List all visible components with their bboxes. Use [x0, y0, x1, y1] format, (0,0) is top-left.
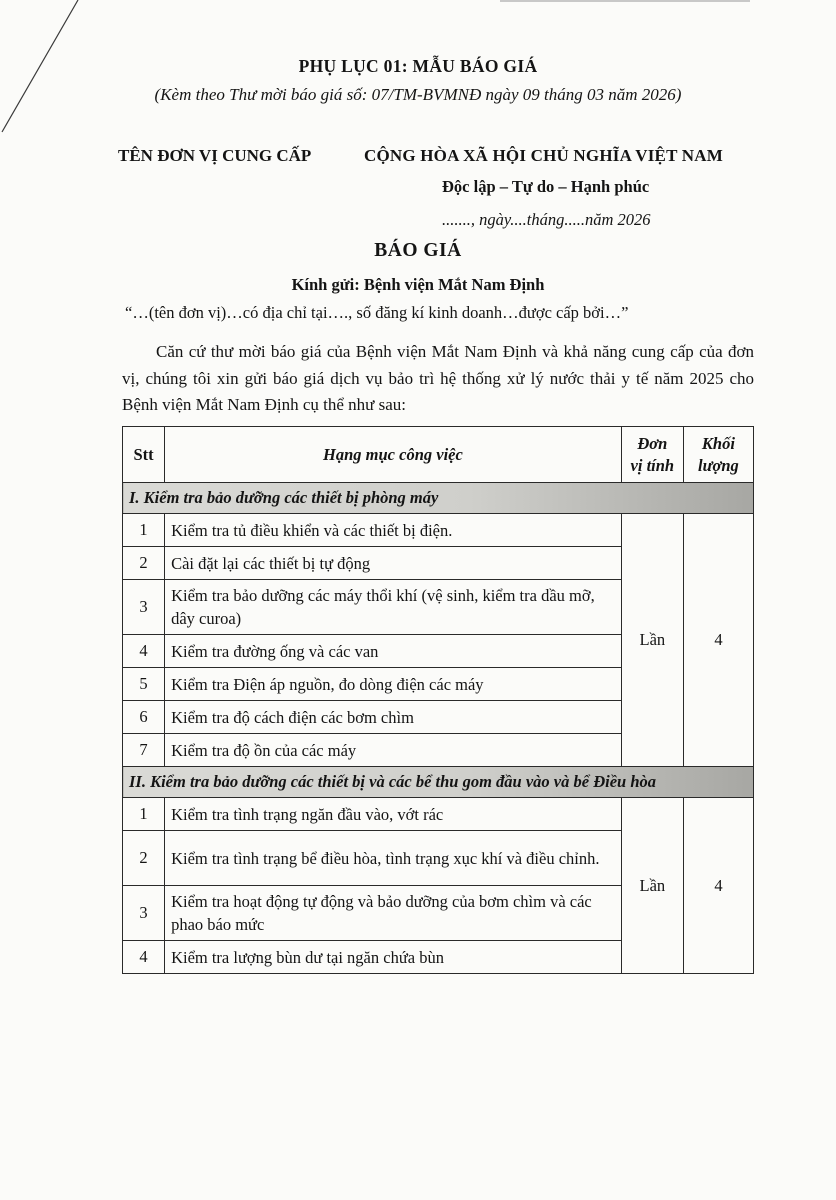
row-task: Kiểm tra độ cách điện các bơm chìm	[165, 701, 622, 734]
section-unit: Lần	[621, 798, 683, 974]
appendix-title: PHỤ LỤC 01: MẪU BÁO GIÁ	[298, 56, 538, 76]
row-task: Kiểm tra bảo dưỡng các máy thổi khí (vệ sinh, kiểm tra dầu mỡ, dây curoa)	[165, 580, 622, 635]
header-unit-line2: vị tính	[630, 455, 675, 475]
section-title: I. Kiểm tra bảo dưỡng các thiết bị phòng máy	[123, 483, 754, 514]
quote-table	[122, 426, 754, 974]
section-title: II. Kiểm tra bảo dưỡng các thiết bị và các bể thu gom đầu vào và bể Điều hòa	[123, 767, 754, 798]
row-task: Cài đặt lại các thiết bị tự động	[165, 547, 622, 580]
row-task: Kiểm tra Điện áp nguồn, đo dòng điện các máy	[165, 668, 622, 701]
intro-quote: “…(tên đơn vị)…có địa chỉ tại…., số đăng kí kinh doanh…được cấp bởi…”	[125, 303, 629, 322]
date-line: ......., ngày....tháng.....năm 2026	[442, 210, 651, 229]
row-task: Kiểm tra độ ồn của các máy	[165, 734, 622, 767]
section-unit: Lần	[621, 514, 683, 767]
table-row	[123, 798, 754, 831]
row-task: Kiểm tra tủ điều khiển và các thiết bị điện.	[165, 514, 622, 547]
row-task: Kiểm tra tình trạng bể điều hòa, tình trạng xục khí và điều chỉnh.	[165, 831, 622, 886]
row-task: Kiểm tra hoạt động tự động và bảo dưỡng của bơm chìm và các phao báo mức	[165, 886, 622, 941]
row-task: Kiểm tra lượng bùn dư tại ngăn chứa bùn	[165, 941, 622, 974]
table-row	[123, 514, 754, 547]
supplier-name-label: TÊN ĐƠN VỊ CUNG CẤP	[118, 146, 312, 165]
body-paragraph: Căn cứ thư mời báo giá của Bệnh viện Mắt Nam Định và khả năng cung cấp của đơn vị, chúng tôi xin gửi báo giá dịch vụ bảo trì hệ thống xử lý nước thải y tế năm 2025 cho Bệnh viện Mắt Nam Định cụ thể như sau:	[122, 342, 754, 414]
row-number: 1	[123, 798, 165, 831]
row-number: 3	[123, 580, 165, 635]
row-task: Kiểm tra đường ống và các van	[165, 635, 622, 668]
section-header-row	[123, 483, 754, 514]
row-number: 4	[123, 941, 165, 974]
header-task: Hạng mục công việc	[165, 427, 622, 483]
scan-top-edge	[500, 0, 750, 2]
document-title: BÁO GIÁ	[374, 240, 462, 261]
section-header-row	[123, 767, 754, 798]
row-number: 2	[123, 831, 165, 886]
appendix-subtitle: (Kèm theo Thư mời báo giá số: 07/TM-BVMNĐ ngày 09 tháng 03 năm 2026)	[154, 85, 682, 104]
recipient-line: Kính gửi: Bệnh viện Mắt Nam Định	[291, 275, 545, 294]
section-quantity: 4	[683, 514, 753, 767]
table-header-row	[123, 427, 754, 483]
row-number: 7	[123, 734, 165, 767]
nation-header: CỘNG HÒA XÃ HỘI CHỦ NGHĨA VIỆT NAM	[364, 146, 723, 165]
header-unit-line1: Đơn	[637, 433, 668, 453]
header-unit	[621, 427, 683, 483]
row-number: 1	[123, 514, 165, 547]
header-quantity	[683, 427, 753, 483]
national-motto: Độc lập – Tự do – Hạnh phúc	[442, 177, 650, 196]
row-task: Kiểm tra tình trạng ngăn đầu vào, vớt rác	[165, 798, 622, 831]
row-number: 3	[123, 886, 165, 941]
row-number: 5	[123, 668, 165, 701]
row-number: 2	[123, 547, 165, 580]
header-qty-line1: Khối	[701, 433, 735, 453]
section-quantity: 4	[683, 798, 753, 974]
row-number: 6	[123, 701, 165, 734]
header-stt: Stt	[123, 427, 165, 483]
header-qty-line2: lượng	[698, 455, 739, 475]
row-number: 4	[123, 635, 165, 668]
